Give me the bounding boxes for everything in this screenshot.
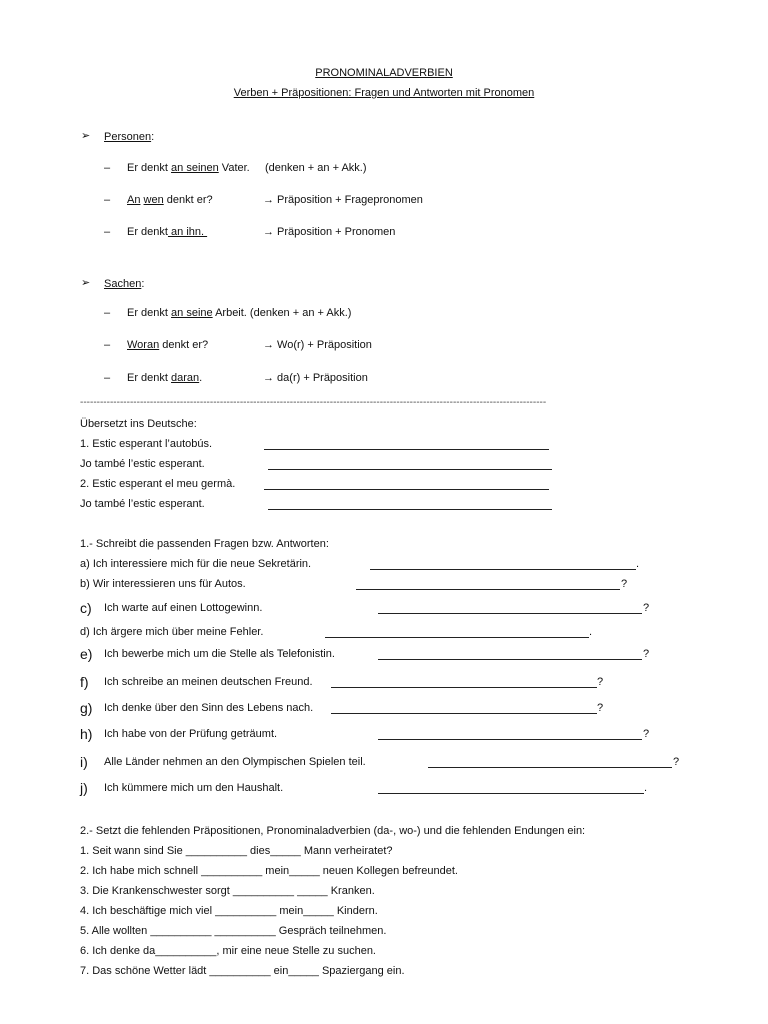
sachen-row-2-note: → Wo(r) + Präposition (263, 339, 372, 351)
answer-blank[interactable] (264, 449, 549, 450)
end-qmark: ? (673, 756, 680, 768)
exercise-2-item-6: 6. Ich denke da__________, mir eine neue Stelle zu suchen. (80, 945, 376, 957)
answer-blank[interactable] (428, 767, 672, 768)
bullet-arrow-icon: ➢ (81, 130, 91, 142)
answer-blank[interactable] (264, 489, 549, 490)
sachen-row-1: Er denkt an seine Arbeit. (denken + an + Akk.) (127, 307, 352, 319)
exercise-1-a: a) Ich interessiere mich für die neue Sekretärin. (80, 558, 312, 570)
personen-row-2: An wen denkt er? (127, 194, 213, 206)
end-period: . (589, 626, 593, 638)
answer-blank[interactable] (325, 637, 589, 638)
exercise-1-f-letter: f) (80, 674, 89, 690)
answer-blank[interactable] (268, 509, 552, 510)
answer-blank[interactable] (378, 793, 644, 794)
sachen-row-3: Er denkt daran. (127, 372, 203, 384)
sachen-row-2: Woran denkt er? (127, 339, 209, 351)
answer-blank[interactable] (268, 469, 552, 470)
end-period: . (644, 782, 648, 794)
bullet-arrow-icon: ➢ (81, 277, 91, 289)
sachen-heading: Sachen: (104, 278, 145, 290)
exercise-2-item-3: 3. Die Krankenschwester sorgt __________ _____ Kranken. (80, 885, 375, 897)
dash-icon: – (104, 339, 111, 351)
exercise-2-heading: 2.- Setzt die fehlenden Präpositionen, Pronominaladverbien (da-, wo-) und die fehlenden Endungen ein: (80, 825, 586, 837)
personen-row-3-note: → Präposition + Pronomen (263, 226, 396, 238)
page-title: PRONOMINALADVERBIEN (315, 67, 453, 79)
sachen-row-3-note: → da(r) + Präposition (263, 372, 368, 384)
personen-row-1: Er denkt an seinen Vater. (127, 162, 250, 174)
exercise-1-i-letter: i) (80, 754, 88, 770)
answer-blank[interactable] (370, 569, 636, 570)
exercise-1-e: Ich bewerbe mich um die Stelle als Telefonistin. (104, 648, 335, 660)
end-qmark: ? (597, 676, 604, 688)
exercise-1-j-letter: j) (80, 780, 88, 796)
exercise-1-i: Alle Länder nehmen an den Olympischen Spielen teil. (104, 756, 366, 768)
separator-line: -------------------------------------------------------------------------------------------------------------------------------------------- (80, 397, 547, 408)
translate-item-4: Jo també l’estic esperant. (80, 498, 205, 510)
exercise-1-c: Ich warte auf einen Lottogewinn. (104, 602, 263, 614)
end-qmark: ? (643, 728, 650, 740)
personen-heading: Personen: (104, 131, 155, 143)
answer-blank[interactable] (331, 713, 597, 714)
exercise-1-g-letter: g) (80, 700, 93, 716)
translate-item-1: 1. Estic esperant l’autobús. (80, 438, 213, 450)
personen-row-1-note: (denken + an + Akk.) (265, 162, 367, 174)
dash-icon: – (104, 194, 111, 206)
exercise-2-item-7: 7. Das schöne Wetter lädt __________ ein_____ Spaziergang ein. (80, 965, 405, 977)
exercise-1-f: Ich schreibe an meinen deutschen Freund. (104, 676, 313, 688)
answer-blank[interactable] (378, 739, 642, 740)
exercise-1-j: Ich kümmere mich um den Haushalt. (104, 782, 284, 794)
translate-item-3: 2. Estic esperant el meu germà. (80, 478, 236, 490)
exercise-1-h-letter: h) (80, 726, 93, 742)
exercise-1-b: b) Wir interessieren uns für Autos. (80, 578, 246, 590)
end-qmark: ? (621, 578, 628, 590)
exercise-2-item-2: 2. Ich habe mich schnell __________ mein_____ neuen Kollegen befreundet. (80, 865, 458, 877)
exercise-2-item-4: 4. Ich beschäftige mich viel __________ mein_____ Kindern. (80, 905, 378, 917)
dash-icon: – (104, 372, 111, 384)
dash-icon: – (104, 226, 111, 238)
end-qmark: ? (643, 602, 650, 614)
end-qmark: ? (597, 702, 604, 714)
exercise-2-item-5: 5. Alle wollten __________ __________ Gespräch teilnehmen. (80, 925, 387, 937)
answer-blank[interactable] (356, 589, 620, 590)
personen-row-3: Er denkt an ihn. (127, 226, 208, 238)
answer-blank[interactable] (378, 659, 642, 660)
exercise-1-e-letter: e) (80, 646, 93, 662)
answer-blank[interactable] (378, 613, 642, 614)
exercise-1-heading: 1.- Schreibt die passenden Fragen bzw. Antworten: (80, 538, 329, 550)
translate-item-2: Jo també l’estic esperant. (80, 458, 205, 470)
page-subtitle: Verben + Präpositionen: Fragen und Antworten mit Pronomen (233, 87, 535, 99)
end-qmark: ? (643, 648, 650, 660)
dash-icon: – (104, 162, 111, 174)
exercise-1-h: Ich habe von der Prüfung geträumt. (104, 728, 278, 740)
exercise-1-g: Ich denke über den Sinn des Lebens nach. (104, 702, 314, 714)
exercise-1-c-letter: c) (80, 600, 92, 616)
exercise-2-item-1: 1. Seit wann sind Sie __________ dies_____ Mann verheiratet? (80, 845, 393, 857)
end-period: . (636, 558, 640, 570)
personen-row-2-note: → Präposition + Fragepronomen (263, 194, 423, 206)
exercise-1-d: d) Ich ärgere mich über meine Fehler. (80, 626, 264, 638)
translate-heading: Übersetzt ins Deutsche: (80, 418, 197, 430)
answer-blank[interactable] (331, 687, 597, 688)
dash-icon: – (104, 307, 111, 319)
